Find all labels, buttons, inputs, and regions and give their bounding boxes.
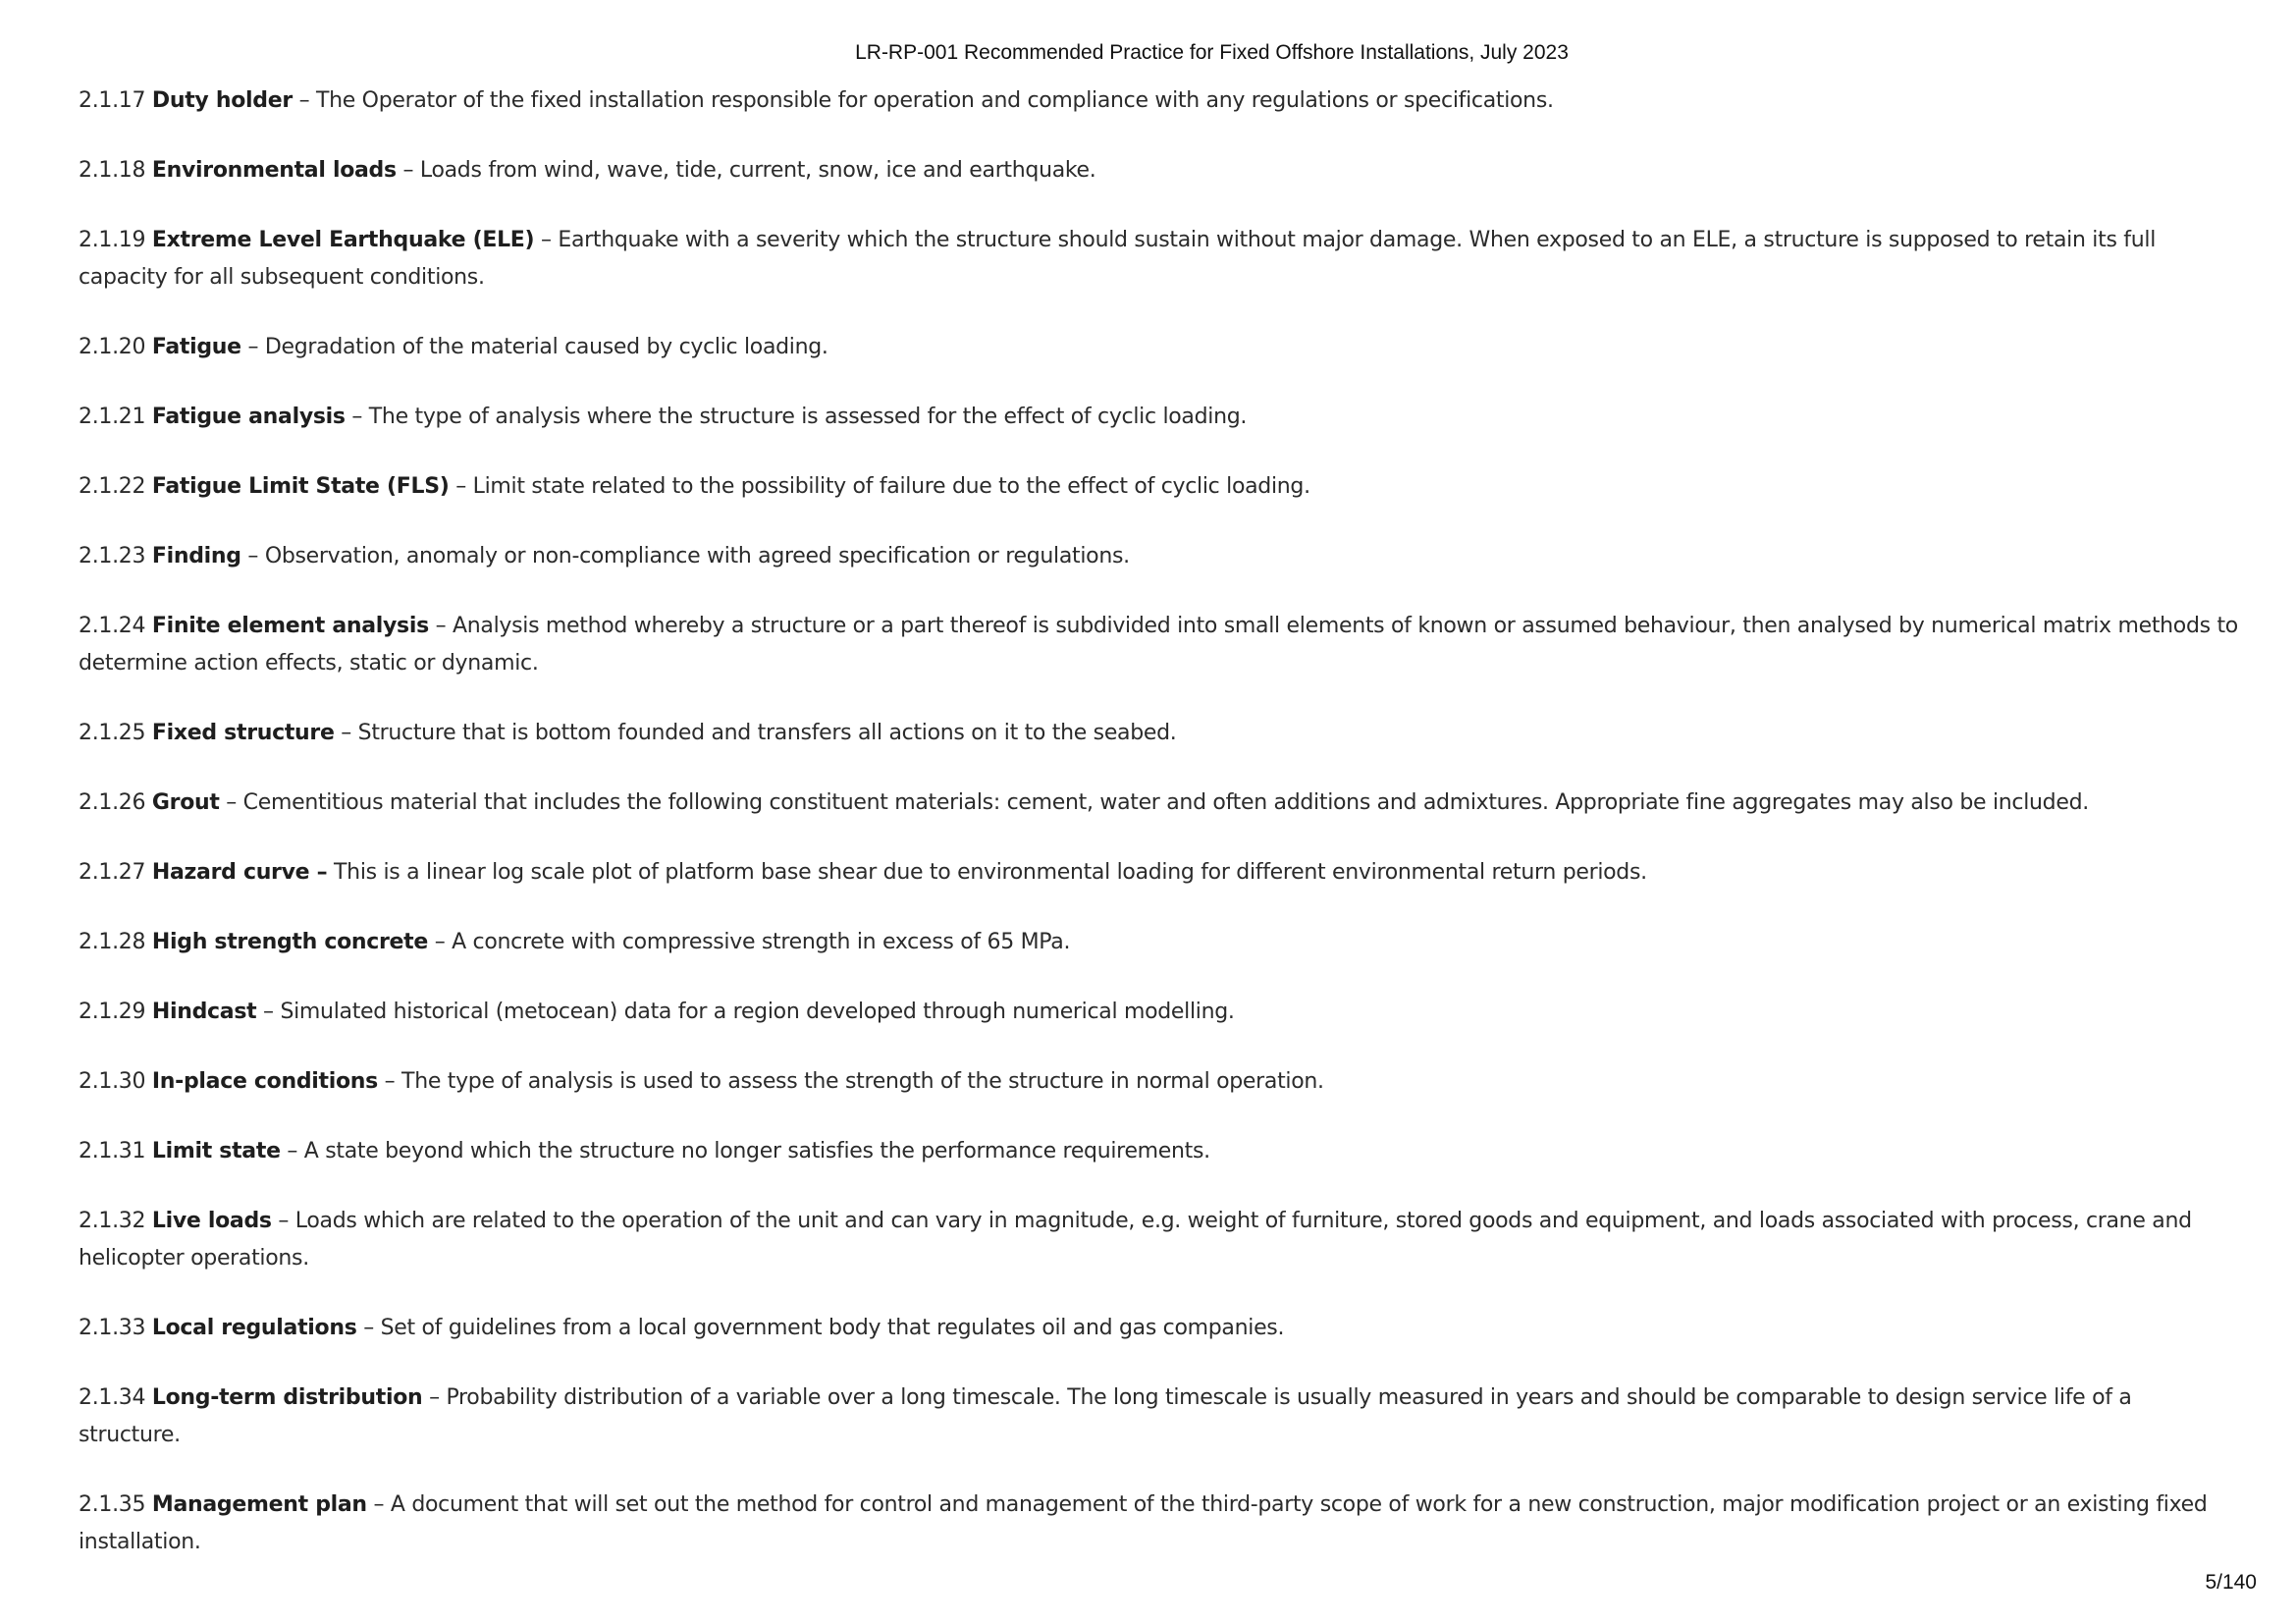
definition-text: – A concrete with compressive strength in excess of 65 MPa. xyxy=(428,930,1071,954)
definition-text: – Degradation of the material caused by cyclic loading. xyxy=(240,335,828,359)
definition-text: This is a linear log scale plot of platform base shear due to environmental loading for different environmental return periods. xyxy=(327,860,1647,885)
definition-item xyxy=(79,715,2238,752)
definition-text: – The type of analysis where the structure is assessed for the effect of cyclic loading. xyxy=(345,405,1248,429)
definition-number: 2.1.23 xyxy=(79,544,146,568)
definition-text: – Loads which are related to the operation of the unit and can vary in magnitude, e.g. weight of furniture, stored goods and equipment, and loads associated with process, crane and helicopter operations. xyxy=(79,1209,2192,1271)
definition-text: – A document that will set out the method for control and management of the third-party scope of work for a new construction, major modification project or an existing fixed installation. xyxy=(79,1492,2208,1554)
definition-number: 2.1.29 xyxy=(79,1000,146,1024)
definition-item xyxy=(79,784,2238,822)
definition-term: Long-term distribution xyxy=(151,1385,423,1410)
definition-text: – A state beyond which the structure no longer satisfies the performance requirements. xyxy=(280,1139,1210,1163)
definition-item xyxy=(79,329,2238,366)
definition-number: 2.1.22 xyxy=(79,474,146,499)
definition-number: 2.1.28 xyxy=(79,930,146,954)
definition-term: Live loads xyxy=(151,1209,272,1233)
definition-term: Hazard curve – xyxy=(151,860,328,885)
definition-number: 2.1.21 xyxy=(79,405,146,429)
definition-item xyxy=(79,854,2238,892)
definition-item xyxy=(79,994,2238,1031)
definition-number: 2.1.30 xyxy=(79,1069,146,1094)
definition-text: – Limit state related to the possibility of failure due to the effect of cyclic loading. xyxy=(449,474,1310,499)
definition-item xyxy=(79,1310,2238,1347)
definition-text: – The Operator of the fixed installation responsible for operation and compliance with any regulations or specifications. xyxy=(292,88,1554,113)
definition-number: 2.1.24 xyxy=(79,614,146,638)
page-number: 5/140 xyxy=(2205,1571,2257,1594)
definition-number: 2.1.19 xyxy=(79,228,146,252)
definition-item xyxy=(79,222,2238,297)
definition-item xyxy=(79,152,2238,189)
definition-text: – Simulated historical (metocean) data for a region developed through numerical modelling. xyxy=(256,1000,1235,1024)
definition-item xyxy=(79,538,2238,575)
definition-number: 2.1.32 xyxy=(79,1209,146,1233)
definitions-list xyxy=(79,82,2238,1594)
definition-term: Fatigue Limit State (FLS) xyxy=(151,474,450,499)
definition-number: 2.1.17 xyxy=(79,88,146,113)
definition-term: Extreme Level Earthquake (ELE) xyxy=(151,228,535,252)
definition-number: 2.1.20 xyxy=(79,335,146,359)
definition-number: 2.1.27 xyxy=(79,860,146,885)
definition-item xyxy=(79,608,2238,682)
definition-item xyxy=(79,1487,2238,1561)
definition-text: – Observation, anomaly or non-compliance with agreed specification or regulations. xyxy=(240,544,1130,568)
definition-text: – Set of guidelines from a local government body that regulates oil and gas companies. xyxy=(356,1316,1285,1340)
definition-number: 2.1.18 xyxy=(79,158,146,183)
definition-text: – Earthquake with a severity which the structure should sustain without major damage. When exposed to an ELE, a structure is supposed to retain its full capacity for all subsequent conditions. xyxy=(79,228,2157,290)
definition-term: Limit state xyxy=(151,1139,281,1163)
page-header: LR-RP-001 Recommended Practice for Fixed Offshore Installations, July 2023 xyxy=(855,41,1569,64)
definition-term: Fatigue analysis xyxy=(151,405,346,429)
definition-item xyxy=(79,1133,2238,1170)
definition-item xyxy=(79,1203,2238,1277)
definition-term: In-place conditions xyxy=(151,1069,378,1094)
definition-text: – Probability distribution of a variable over a long timescale. The long timescale is usually measured in years and should be comparable to design service life of a structure. xyxy=(79,1385,2132,1447)
definition-term: Finite element analysis xyxy=(151,614,429,638)
definition-number: 2.1.35 xyxy=(79,1492,146,1517)
definition-text: – The type of analysis is used to assess the strength of the structure in normal operation. xyxy=(377,1069,1324,1094)
definition-term: Fatigue xyxy=(151,335,241,359)
definition-number: 2.1.31 xyxy=(79,1139,146,1163)
definition-item xyxy=(79,82,2238,120)
definition-term: Local regulations xyxy=(151,1316,357,1340)
definition-term: Duty holder xyxy=(151,88,293,113)
definition-item xyxy=(79,1063,2238,1101)
definition-text: – Structure that is bottom founded and transfers all actions on it to the seabed. xyxy=(334,721,1177,745)
definition-text: – Cementitious material that includes the following constituent materials: cement, water and often additions and admixtures. Appropriate fine aggregates may also be included. xyxy=(219,790,2089,815)
definition-item xyxy=(79,1380,2238,1454)
definition-number: 2.1.34 xyxy=(79,1385,146,1410)
definition-number: 2.1.25 xyxy=(79,721,146,745)
definition-number: 2.1.33 xyxy=(79,1316,146,1340)
definition-term: High strength concrete xyxy=(151,930,429,954)
definition-item xyxy=(79,399,2238,436)
definition-term: Fixed structure xyxy=(151,721,335,745)
definition-item xyxy=(79,468,2238,506)
definition-text: – Loads from wind, wave, tide, current, snow, ice and earthquake. xyxy=(396,158,1096,183)
definition-term: Management plan xyxy=(151,1492,367,1517)
definition-item xyxy=(79,924,2238,961)
definition-number: 2.1.26 xyxy=(79,790,146,815)
definition-term: Environmental loads xyxy=(151,158,397,183)
definition-term: Grout xyxy=(151,790,220,815)
definition-term: Finding xyxy=(151,544,241,568)
definition-term: Hindcast xyxy=(151,1000,257,1024)
definition-text: – Analysis method whereby a structure or a part thereof is subdivided into small elements of known or assumed behaviour, then analysed by numerical matrix methods to determine action effects, static or dynamic. xyxy=(79,614,2238,676)
